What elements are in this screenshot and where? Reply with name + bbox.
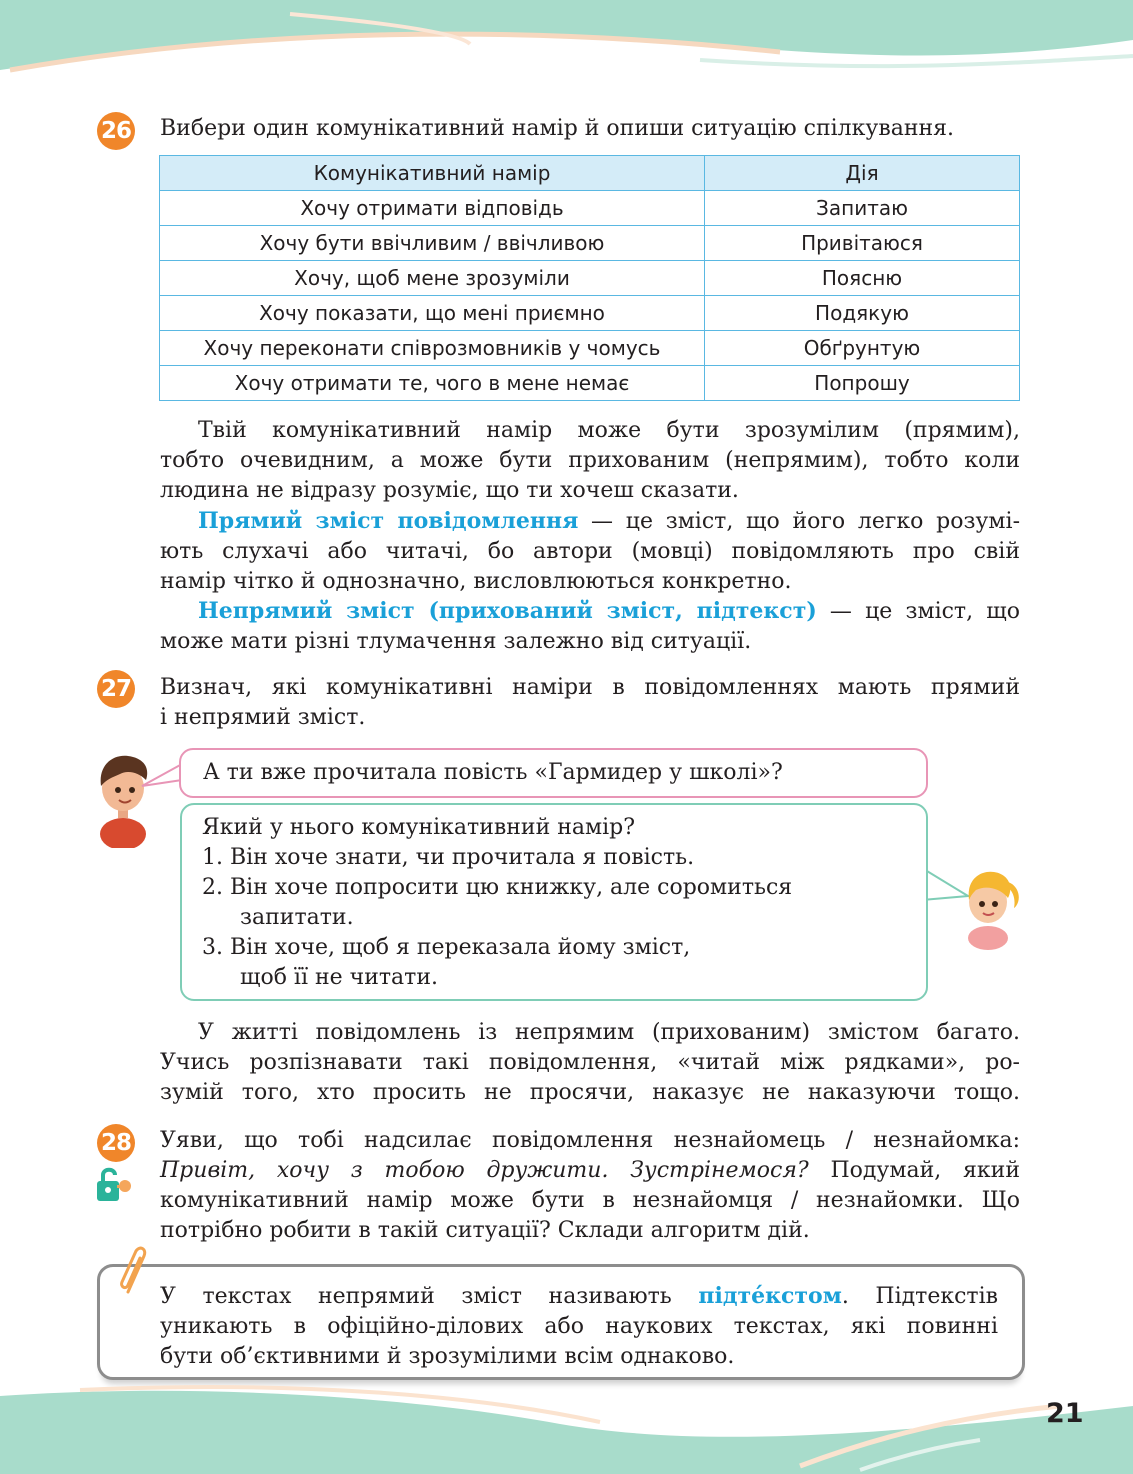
table-row	[160, 261, 1020, 296]
direct-meaning-definition: Прямий зміст повідомлення — це зміст, що його легко розумі- ють слухачі або читачі, бо автори (мовці) повідомляють про свій намір чітко й однозначно, висловлюються конкретно.	[160, 508, 1021, 594]
intent-explanation-paragraph: Твій комунікативний намір може бути зрозумілим (прямим), тобто очевидним, а може бути прихованим (непрямим), тобто коли людина не відразу розуміє, що ти хочеш сказати.	[160, 418, 1020, 503]
table-cell: Привітаюся	[705, 226, 1020, 261]
table-row	[160, 366, 1020, 401]
table-cell: Хочу отримати відповідь	[160, 191, 705, 226]
table-header-intent: Комунікативний намір	[160, 156, 705, 191]
table-cell: Хочу переконати співрозмовників у чомусь	[160, 331, 705, 366]
exercise-number-badge: 28	[97, 1124, 135, 1162]
table-header-action: Дія	[705, 156, 1020, 191]
intent-action-table	[159, 155, 1020, 401]
girl-speech-bubble: Який у нього комунікативний намір? 1. Він хоче знати, чи прочитала я повість. 2. Він хоче попросити цю книжку, але соромиться запитати. 3. Він хоче, щоб я переказала йому зміст, щоб її не читати.	[180, 803, 928, 1001]
page-number: 21	[1046, 1398, 1084, 1429]
indirect-meaning-definition: Непрямий зміст (прихований зміст, підтекст) — це зміст, що може мати різні тлумачення залежно від ситуації.	[160, 598, 1020, 654]
top-wave-decoration	[0, 0, 1133, 90]
term-direct-meaning: Прямий зміст повідомлення	[198, 508, 579, 534]
table-cell: Поясню	[705, 261, 1020, 296]
table-cell: Хочу, щоб мене зрозуміли	[160, 261, 705, 296]
table-row	[160, 226, 1020, 261]
term-indirect-meaning: Непрямий зміст (прихований зміст, підтекст)	[198, 598, 817, 624]
speech-bubble-tail	[140, 762, 184, 792]
exercise-task: Визнач, які комунікативні наміри в повідомленнях мають прямий і непрямий зміст.	[160, 675, 1020, 730]
bottom-wave-decoration	[0, 1376, 1133, 1474]
exercise-number-badge: 26	[97, 112, 135, 150]
term-subtext: підте́кстом	[698, 1283, 842, 1309]
paperclip-icon	[118, 1244, 152, 1296]
exercise-task: Уяви, що тобі надсилає повідомлення незнайомець / незнайомка: Привіт, хочу з тобою дружити. Зустрінемося? Подумай, який комунікативний намір може бути в незнайомця / незнайомки. Що потрібно робити в такій ситуації? Склади алгоритм дій.	[160, 1128, 1020, 1243]
table-cell: Хочу бути ввічливим / ввічливою	[160, 226, 705, 261]
boy-speech-bubble: А ти вже прочитала повість «Гармидер у школі»?	[179, 748, 928, 798]
table-cell: Попрошу	[705, 366, 1020, 401]
table-header-row	[160, 156, 1020, 191]
unlock-icon	[95, 1164, 137, 1204]
table-cell: Обґрунтую	[705, 331, 1020, 366]
stranger-message: Привіт, хочу з тобою дружити. Зустрінемося?	[160, 1158, 809, 1183]
table-row	[160, 331, 1020, 366]
exercise-task: Вибери один комунікативний намір й опиши ситуацію спілкування.	[160, 116, 955, 141]
table-row	[160, 296, 1020, 331]
table-cell: Подякую	[705, 296, 1020, 331]
table-cell: Запитаю	[705, 191, 1020, 226]
hidden-meaning-paragraph: У житті повідомлень із непрямим (прихованим) змістом багато. Учись розпізнавати такі повідомлення, «читай між рядками», ро- зумій того, хто просить не просячи, наказує не наказуючи тощо.	[160, 1020, 1020, 1105]
table-cell: Хочу отримати те, чого в мене немає	[160, 366, 705, 401]
subtext-note-box: У текстах непрямий зміст називають підте́кстом. Підтекстів уникають в офіційно-ділових або наукових текстах, які повинні бути об’єктивними й зрозумілими всім однаково.	[97, 1264, 1025, 1380]
table-row	[160, 191, 1020, 226]
table-cell: Хочу показати, що мені приємно	[160, 296, 705, 331]
girl-illustration	[958, 868, 1024, 950]
exercise-number-badge: 27	[97, 670, 135, 708]
